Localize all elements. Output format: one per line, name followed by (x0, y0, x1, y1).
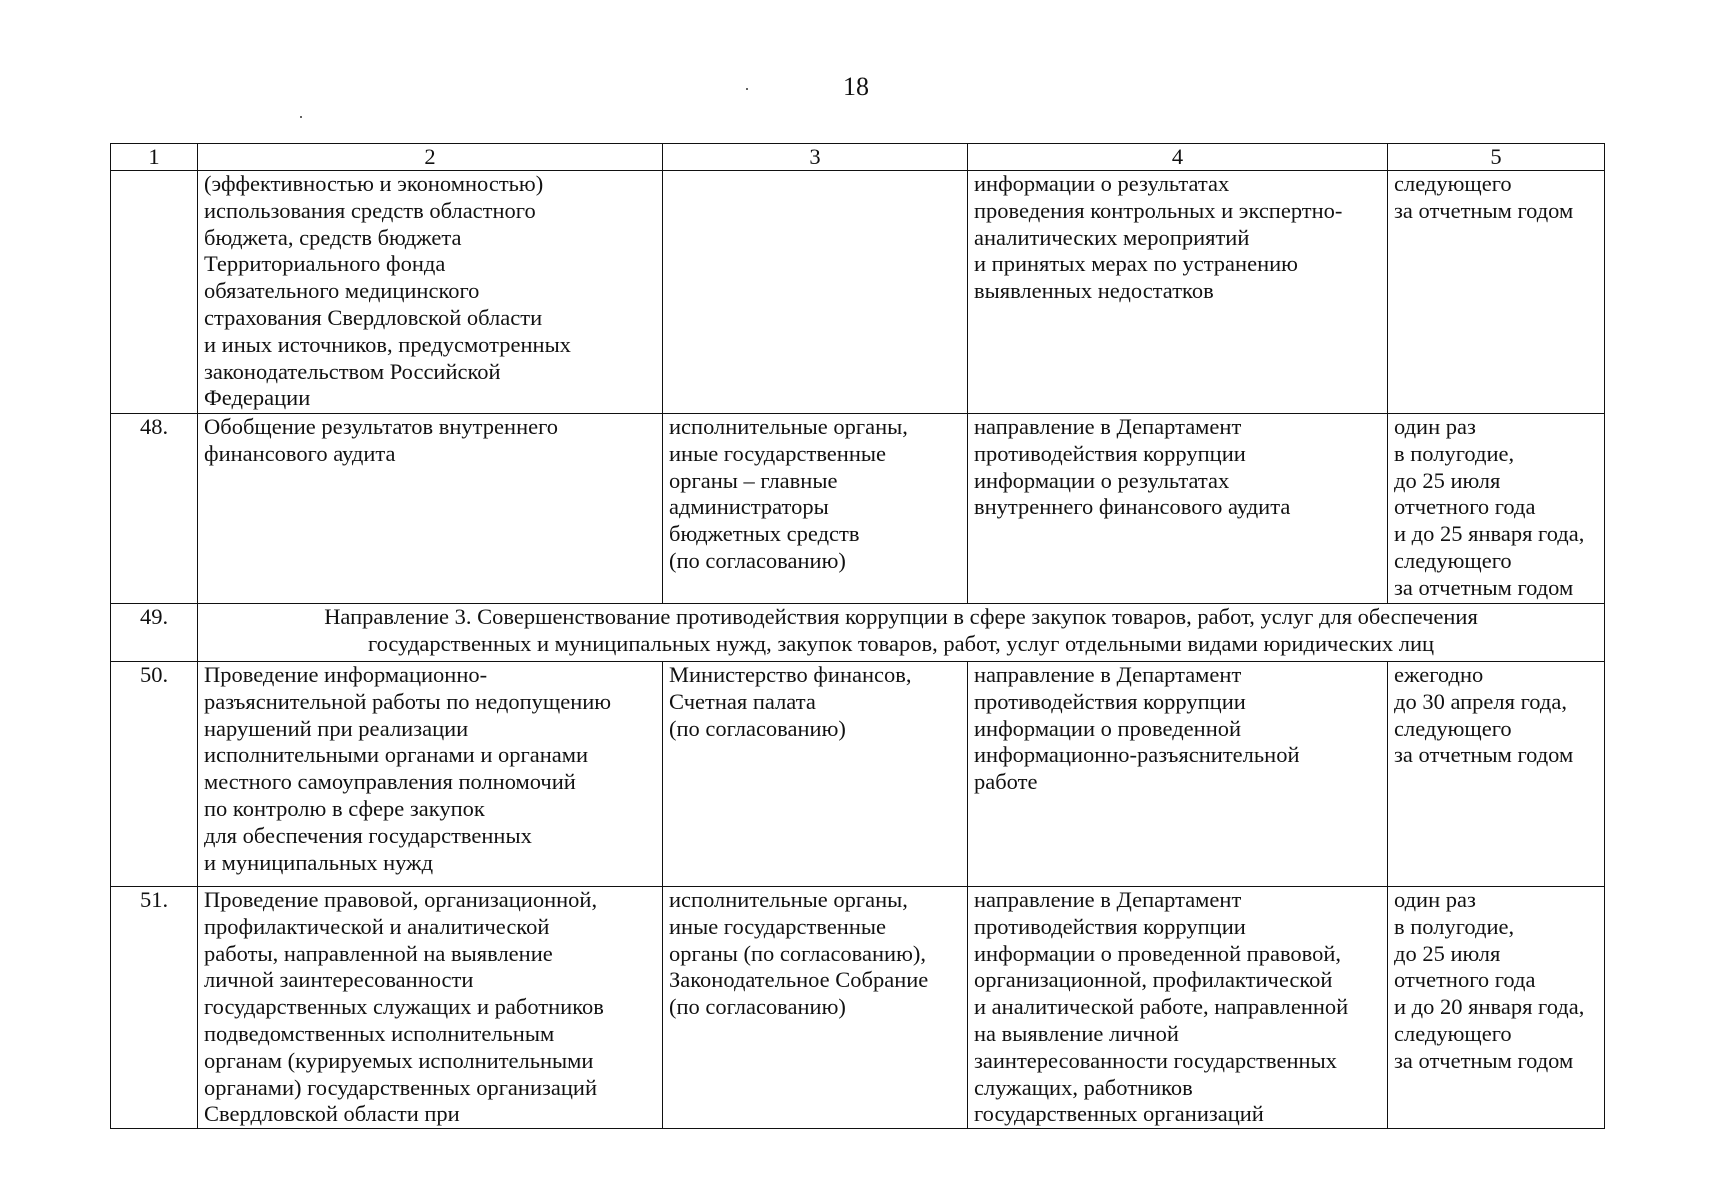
activity-cell: Проведение информационно- разъяснительной работы по недопущению нарушений при реализации исполнительными органами и органами местного самоуправления полномочий по контролю в сфере закупок для обеспечения государственных и муниципальных нужд (198, 662, 663, 887)
activity-cell: Проведение правовой, организационной, профилактической и аналитической работы, направленной на выявление личной заинтересованности государственных служащих и работников подведомственных исполнительным органам (курируемых исполнительными органами) государственных организаций Свердловской области при (198, 887, 663, 1129)
row-number: 49. (111, 604, 198, 662)
row-number: 50. (111, 662, 198, 887)
deadline-cell: один раз в полугодие, до 25 июля отчетного года и до 25 января года, следующего за отчетным годом (1388, 414, 1605, 604)
plan-table (110, 143, 1605, 1129)
activity-cell: Обобщение результатов внутреннего финансового аудита (198, 414, 663, 604)
column-number: 2 (198, 144, 663, 171)
executors-cell: Министерство финансов, Счетная палата (по согласованию) (663, 662, 968, 887)
table-row (111, 171, 1605, 414)
column-number: 1 (111, 144, 198, 171)
section-row (111, 604, 1605, 662)
reporting-form-cell: направление в Департамент противодействия коррупции информации о результатах внутреннего финансового аудита (968, 414, 1388, 604)
row-number: 51. (111, 887, 198, 1129)
table-row (111, 887, 1605, 1129)
column-number: 3 (663, 144, 968, 171)
column-number: 4 (968, 144, 1388, 171)
reporting-form-cell: направление в Департамент противодействия коррупции информации о проведенной правовой, организационной, профилактической и аналитической работе, направленной на выявление личной заинтересованности государственных служащих, работников государственных организаций (968, 887, 1388, 1129)
scan-speck (746, 88, 748, 90)
reporting-form-cell: информации о результатах проведения контрольных и экспертно- аналитических мероприятий и принятых мерах по устранению выявленных недостатков (968, 171, 1388, 414)
reporting-form-cell: направление в Департамент противодействия коррупции информации о проведенной информационно-разъяснительной работе (968, 662, 1388, 887)
section-heading: Направление 3. Совершенствование противодействия коррупции в сфере закупок товаров, работ, услуг для обеспечения государственных и муниципальных нужд, закупок товаров, работ, услуг отдельными видами юридических лиц (198, 604, 1605, 662)
table-row (111, 662, 1605, 887)
row-number (111, 171, 198, 414)
scan-speck (300, 116, 302, 118)
activity-cell: (эффективностью и экономностью) использования средств областного бюджета, средств бюджета Территориального фонда обязательного медицинского страхования Свердловской области и иных источников, предусмотренных законодательством Российской Федерации (198, 171, 663, 414)
table-row (111, 414, 1605, 604)
deadline-cell: следующего за отчетным годом (1388, 171, 1605, 414)
page-number: 18 (843, 72, 869, 101)
deadline-cell: ежегодно до 30 апреля года, следующего за отчетным годом (1388, 662, 1605, 887)
deadline-cell: один раз в полугодие, до 25 июля отчетного года и до 20 января года, следующего за отчетным годом (1388, 887, 1605, 1129)
column-number-row (111, 144, 1605, 171)
executors-cell (663, 171, 968, 414)
executors-cell: исполнительные органы, иные государственные органы (по согласованию), Законодательное Собрание (по согласованию) (663, 887, 968, 1129)
row-number: 48. (111, 414, 198, 604)
executors-cell: исполнительные органы, иные государственные органы – главные администраторы бюджетных средств (по согласованию) (663, 414, 968, 604)
column-number: 5 (1388, 144, 1605, 171)
